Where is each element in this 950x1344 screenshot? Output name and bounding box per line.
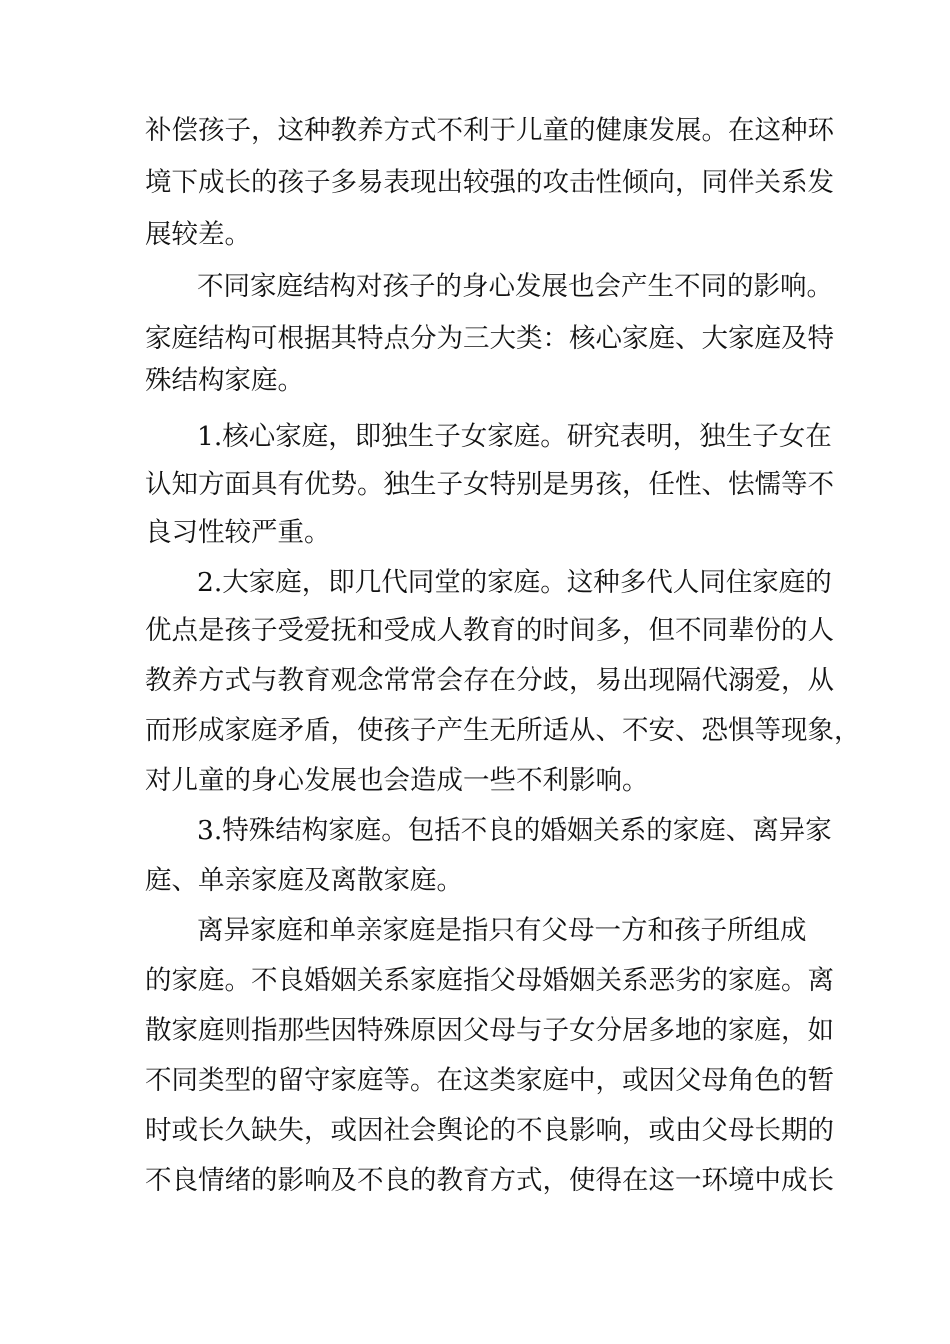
- text-line: 不同家庭结构对孩子的身心发展也会产生不同的影响。: [197, 271, 833, 302]
- text-line: 家庭结构可根据其特点分为三大类：核心家庭、大家庭及特: [145, 323, 834, 354]
- text-line: 良习性较严重。: [145, 517, 331, 548]
- text-line: 补偿孩子，这种教养方式不利于儿童的健康发展。在这种环: [145, 115, 834, 146]
- text-line: 离异家庭和单亲家庭是指只有父母一方和孩子所组成: [197, 915, 807, 946]
- text-line: 不同类型的留守家庭等。在这类家庭中，或因父母角色的暂: [145, 1065, 834, 1096]
- text-line: 庭、单亲家庭及离散家庭。: [145, 865, 463, 896]
- text-line: 而形成家庭矛盾，使孩子产生无所适从、不安、恐惧等现象，: [145, 715, 861, 746]
- text-line: 对儿童的身心发展也会造成一些不利影响。: [145, 765, 649, 796]
- text-line: 散家庭则指那些因特殊原因父母与子女分居多地的家庭，如: [145, 1015, 834, 1046]
- text-line: 2.大家庭，即几代同堂的家庭。这种多代人同住家庭的: [197, 567, 832, 598]
- text-line: 教养方式与教育观念常常会存在分歧，易出现隔代溺爱，从: [145, 665, 834, 696]
- text-line: 优点是孩子受爱抚和受成人教育的时间多，但不同辈份的人: [145, 615, 834, 646]
- text-line: 殊结构家庭。: [145, 365, 304, 396]
- text-line: 的家庭。不良婚姻关系家庭指父母婚姻关系恶劣的家庭。离: [145, 965, 834, 996]
- text-line: 展较差。: [145, 219, 251, 250]
- text-line: 时或长久缺失，或因社会舆论的不良影响，或由父母长期的: [145, 1115, 834, 1146]
- text-line: 不良情绪的影响及不良的教育方式，使得在这一环境中成长: [145, 1165, 834, 1196]
- text-line: 3.特殊结构家庭。包括不良的婚姻关系的家庭、离异家: [197, 815, 832, 846]
- text-line: 认知方面具有优势。独生子女特别是男孩，任性、怯懦等不: [145, 469, 834, 500]
- text-line: 1.核心家庭，即独生子女家庭。研究表明，独生子女在: [197, 421, 832, 452]
- text-line: 境下成长的孩子多易表现出较强的攻击性倾向，同伴关系发: [145, 167, 834, 198]
